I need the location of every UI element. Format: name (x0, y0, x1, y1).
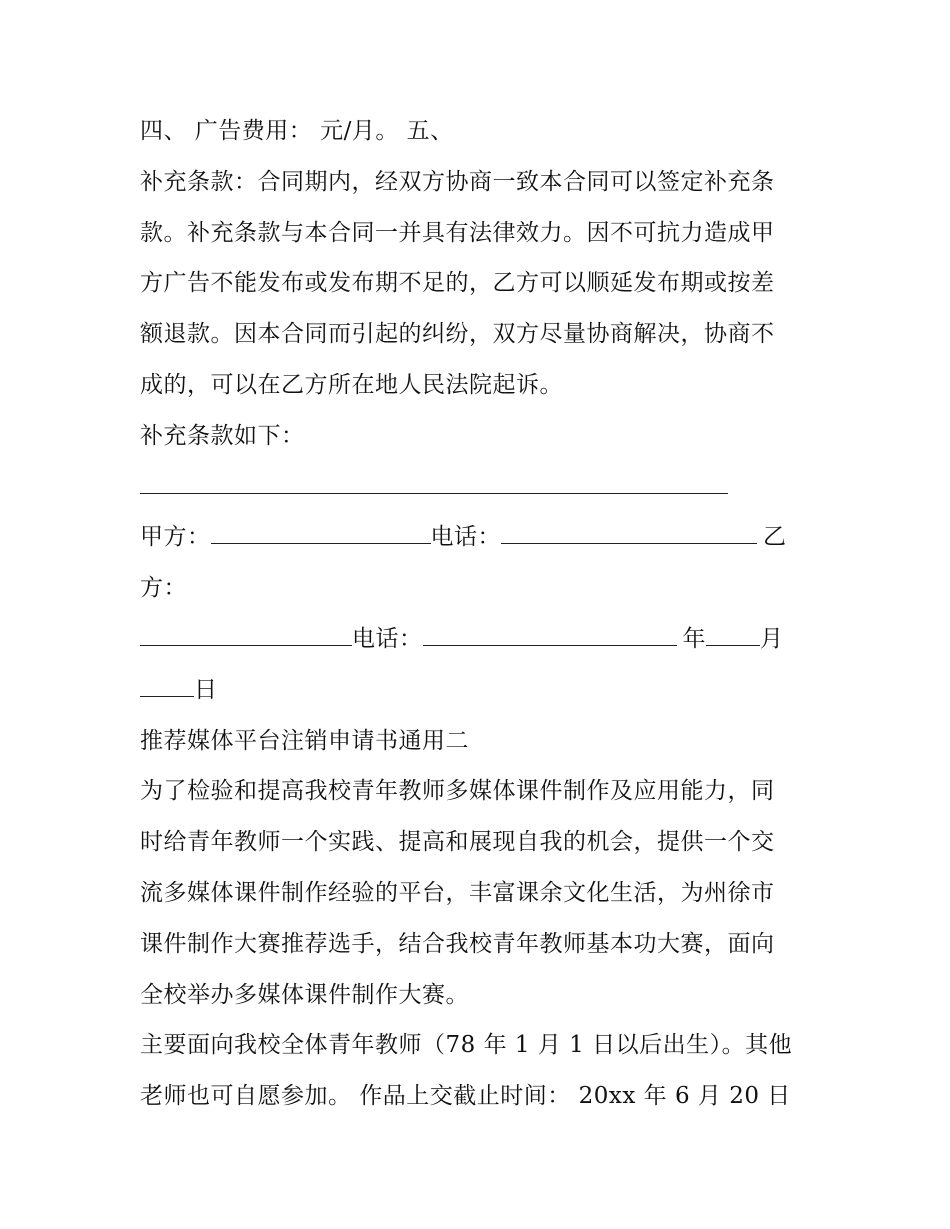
party-b-blank (140, 623, 352, 646)
day-blank (140, 674, 194, 697)
signature-line-2 (140, 563, 820, 614)
party-b-label-cont: 方： (140, 575, 187, 602)
supplement-blank-line (140, 462, 820, 513)
year-label: 年 (682, 625, 706, 652)
party-a-label: 甲方： (140, 524, 211, 551)
paragraph-line: 主要面向我校全体青年教师（78 年 1 月 1 日以后出生）。其他 (140, 1032, 793, 1059)
paragraph-line: 为了检验和提高我校青年教师多媒体课件制作及应用能力，同 (140, 778, 775, 805)
signature-line-4 (140, 665, 820, 716)
paragraph-line: 课件制作大赛推荐选手，结合我校青年教师基本功大赛，面向 (140, 930, 775, 957)
phone-blank (423, 623, 677, 646)
blank-rule (140, 471, 728, 494)
paragraph-line: 款。补充条款与本合同一并具有法律效力。因不可抗力造成甲 (140, 219, 775, 246)
paragraph-line: 成的，可以在乙方所在地人民法院起诉。 (140, 371, 563, 398)
paragraph-line: 补充条款：合同期内，经双方协商一致本合同可以签定补充条 (140, 168, 775, 195)
signature-line-3 (140, 614, 820, 665)
paragraph-line: 四、 广告费用： 元/月。 五、 (140, 118, 454, 144)
paragraph-line: 时给青年教师一个实践、提高和展现自我的机会，提供一个交 (140, 829, 775, 856)
document-body (140, 106, 820, 1122)
phone-label: 电话： (352, 625, 423, 652)
paragraph-line: 额退款。因本合同而引起的纠纷，双方尽量协商解决，协商不 (140, 321, 775, 348)
paragraph-line: 全校举办多媒体课件制作大赛。 (140, 981, 469, 1008)
phone-label: 电话： (430, 524, 501, 551)
day-label: 日 (194, 676, 218, 703)
month-label: 月 (760, 625, 784, 652)
signature-line-1 (140, 512, 820, 563)
party-b-label: 乙 (763, 524, 787, 551)
section-title: 推荐媒体平台注销申请书通用二 (140, 727, 469, 754)
month-blank (706, 623, 760, 646)
paragraph-line: 老师也可自愿参加。 作品上交截止时间： 20xx 年 6 月 20 日 (140, 1083, 791, 1110)
party-a-blank (211, 521, 431, 544)
paragraph-line: 补充条款如下： (140, 422, 305, 449)
paragraph-line: 流多媒体课件制作经验的平台，丰富课余文化生活，为州徐市 (140, 879, 775, 906)
paragraph-line: 方广告不能发布或发布期不足的，乙方可以顺延发布期或按差 (140, 270, 775, 297)
phone-blank (501, 521, 757, 544)
